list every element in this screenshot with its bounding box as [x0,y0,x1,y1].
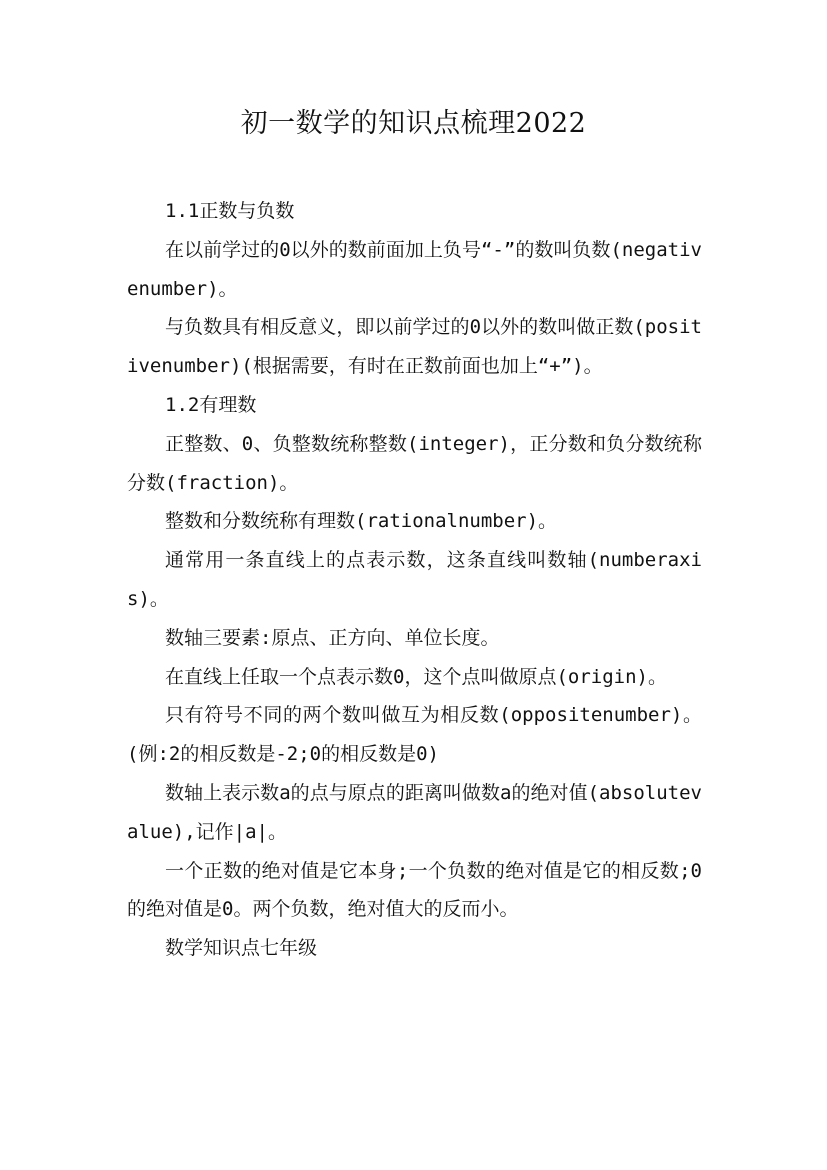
paragraph: 通常用一条直线上的点表示数，这条直线叫数轴(numberaxis)。 [127,549,702,610]
paragraph: 整数和分数统称有理数(rationalnumber)。 [165,510,558,533]
section-heading: 数学知识点七年级 [165,937,318,960]
document-body [127,192,702,968]
section-heading: 1.2有理数 [165,393,257,416]
paragraph: 在直线上任取一个点表示数0，这个点叫做原点(origin)。 [165,665,667,688]
paragraph: 数轴上表示数a的点与原点的距离叫做数a的绝对值(absolutevalue),记作|a|。 [127,781,702,843]
paragraph: 与负数具有相反意义，即以前学过的0以外的数叫做正数(positivenumber)(根据需要，有时在正数前面也加上“+”)。 [127,316,702,378]
paragraph: 正整数、0、负整数统称整数(integer)，正分数和负分数统称分数(fraction)。 [127,432,702,494]
paragraph: 只有符号不同的两个数叫做互为相反数(oppositenumber)。(例:2的相反数是-2;0的相反数是0) [127,704,702,766]
paragraph: 数轴三要素:原点、正方向、单位长度。 [165,626,500,649]
paragraph: 在以前学过的0以外的数前面加上负号“-”的数叫负数(negativenumber)。 [127,238,702,300]
document-title: 初一数学的知识点梳理2022 [240,108,587,139]
paragraph: 一个正数的绝对值是它本身;一个负数的绝对值是它的相反数;0的绝对值是0。两个负数，绝对值大的反而小。 [127,859,702,921]
section-heading: 1.1正数与负数 [165,200,295,222]
